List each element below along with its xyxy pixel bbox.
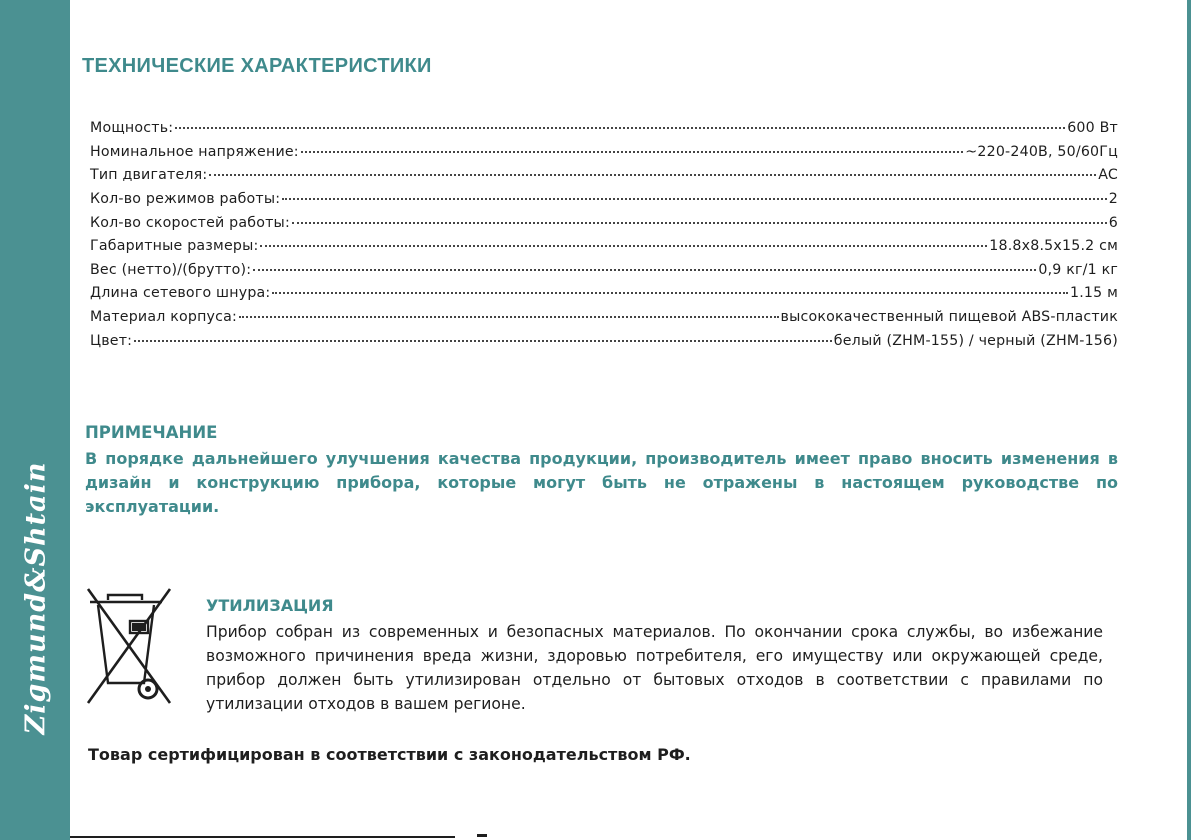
sidebar-band	[0, 0, 70, 840]
spec-value: AC	[1098, 167, 1118, 184]
spec-label: Тип двигателя:	[90, 167, 208, 184]
dot-leader	[301, 137, 964, 153]
brand-logo: Zigmund&Shtain	[20, 461, 52, 735]
specs-list	[90, 116, 1118, 352]
dot-leader	[209, 160, 1096, 176]
spec-label: Мощность:	[90, 120, 174, 137]
crossed-out-wheelie-bin-icon	[84, 585, 176, 707]
dot-leader	[260, 231, 987, 247]
spec-value: высококачественный пищевой ABS-пластик	[780, 308, 1118, 325]
dot-leader	[253, 255, 1036, 271]
spec-value: 18.8x8.5x15.2 см	[989, 238, 1118, 255]
dot-leader	[134, 325, 832, 341]
dot-leader	[239, 302, 778, 318]
spec-value: 2	[1108, 190, 1118, 207]
spec-value: ~220-240В, 50/60Гц	[965, 143, 1118, 160]
spec-label: Габаритные размеры:	[90, 238, 259, 255]
spec-label: Номинальное напряжение:	[90, 143, 299, 160]
right-edge-band	[1187, 0, 1191, 840]
dot-leader	[282, 184, 1107, 200]
note-text: В порядке дальнейшего улучшения качества продукции, производитель имеет право вносить изменения в дизайн и конструкцию прибора, которые могут быть не отражены в настоящем руководстве по эксплуатации.	[85, 449, 1118, 516]
spec-value: 1.15 м	[1069, 285, 1118, 302]
bottom-mark	[477, 834, 487, 837]
spec-row-color	[90, 328, 1118, 352]
utilization-text: Прибор собран из современных и безопасных материалов. По окончании срока службы, во избежание возможного причинения вреда жизни, здоровью потребителя, его имуществу или окружающей среде, прибор должен быть утилизирован отдельно от бытовых отходов в соответствии с правилами по утилизации отходов в вашем регионе.	[206, 623, 1103, 713]
note-heading: ПРИМЕЧАНИЕ	[85, 423, 218, 442]
certification-text: Товар сертифицирован в соответствии с законодательством РФ.	[88, 745, 691, 764]
spec-label: Кол-во скоростей работы:	[90, 214, 290, 231]
spec-label: Длина сетевого шнура:	[90, 285, 271, 302]
utilization-heading: УТИЛИЗАЦИЯ	[206, 596, 334, 615]
spec-label: Кол-во режимов работы:	[90, 190, 281, 207]
dot-leader	[292, 207, 1107, 223]
spec-label: Материал корпуса:	[90, 308, 238, 325]
spec-value: белый (ZHM-155) / черный (ZHM-156)	[833, 332, 1118, 349]
spec-value: 6	[1108, 214, 1118, 231]
spec-label: Вес (нетто)/(брутто):	[90, 261, 252, 278]
page-title: ТЕХНИЧЕСКИЕ ХАРАКТЕРИСТИКИ	[82, 55, 432, 77]
bottom-rule	[70, 836, 455, 838]
spec-value: 0,9 кг/1 кг	[1038, 261, 1118, 278]
spec-value: 600 Вт	[1067, 120, 1118, 137]
dot-leader	[175, 113, 1065, 129]
spec-label: Цвет:	[90, 332, 133, 349]
dot-leader	[272, 278, 1068, 294]
